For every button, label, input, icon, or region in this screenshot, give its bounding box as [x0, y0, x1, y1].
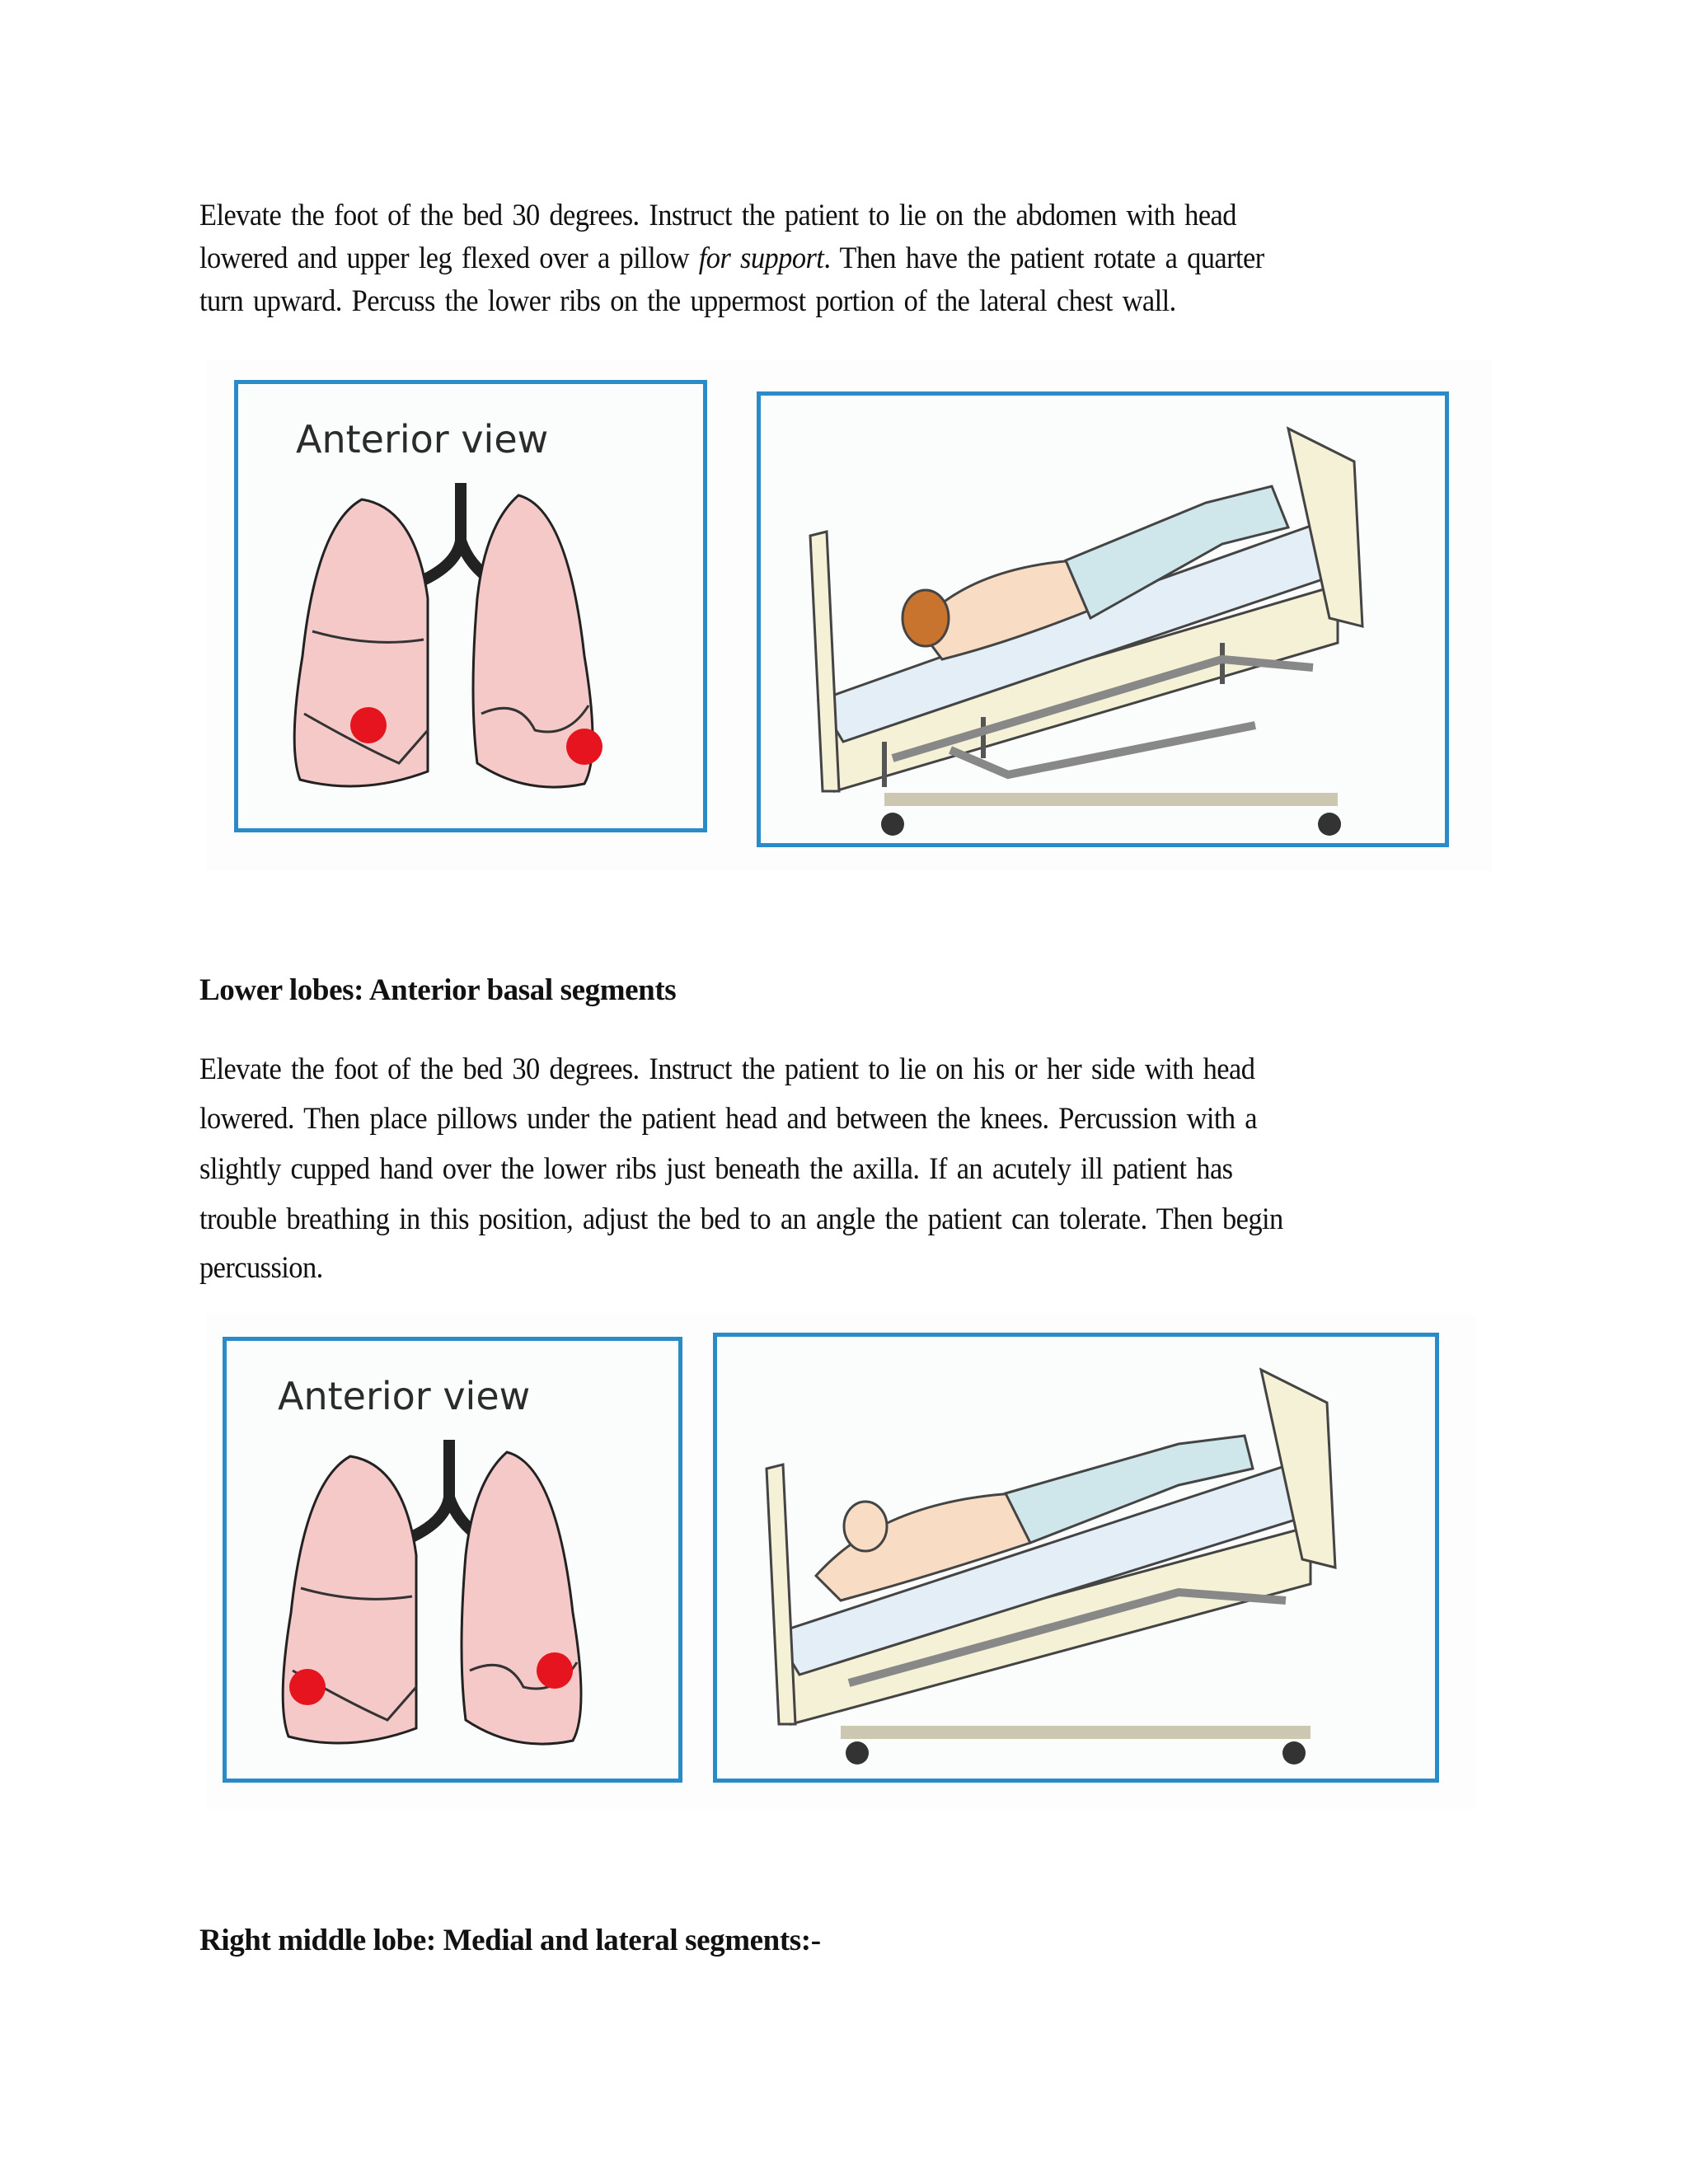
lungs-illustration — [238, 384, 703, 829]
text-line: turn upward. Percuss the lower ribs on the uppermost portion of the lateral chest wall. — [199, 284, 1176, 318]
lung-diagram-title: Anterior view — [278, 1374, 531, 1418]
lung-diagram-panel — [223, 1337, 682, 1783]
patient-on-tilted-bed-illustration — [761, 396, 1445, 843]
text-span: . Then have the patient rotate a quarter — [823, 241, 1264, 275]
text-line: trouble breathing in this position, adjust the bed to an angle the patient can tolerate. Then begin — [199, 1202, 1283, 1236]
bed-position-panel — [757, 391, 1449, 847]
lung-diagram-panel — [234, 380, 707, 832]
section-heading-right-middle-lobe: Right middle lobe: Medial and lateral segments:- — [199, 1924, 821, 1957]
lung-diagram-title: Anterior view — [296, 417, 549, 462]
text-line: Elevate the foot of the bed 30 degrees. Instruct the patient to lie on the abdomen with head — [199, 199, 1236, 232]
text-line: percussion. — [199, 1251, 323, 1285]
section-heading-anterior-basal: Lower lobes: Anterior basal segments — [199, 973, 677, 1007]
text-line: lowered. Then place pillows under the patient head and between the knees. Percussion with a — [199, 1102, 1257, 1136]
text-line — [199, 241, 1264, 276]
patient-on-tilted-bed-illustration — [717, 1337, 1435, 1779]
percussion-marker — [537, 1652, 573, 1689]
text-span: lowered and upper leg flexed over a pillow — [199, 241, 699, 275]
text-line: slightly cupped hand over the lower ribs just beneath the axilla. If an acutely ill patient has — [199, 1152, 1233, 1186]
lungs-illustration — [227, 1341, 678, 1779]
percussion-marker — [289, 1669, 326, 1705]
figure-1 — [206, 359, 1492, 870]
percussion-marker — [350, 707, 387, 743]
bed-position-panel — [713, 1333, 1439, 1783]
figure-2 — [206, 1315, 1475, 1809]
text-line: Elevate the foot of the bed 30 degrees. Instruct the patient to lie on his or her side with head — [199, 1052, 1255, 1086]
italic-text: for support — [698, 241, 824, 275]
percussion-marker — [566, 729, 603, 765]
